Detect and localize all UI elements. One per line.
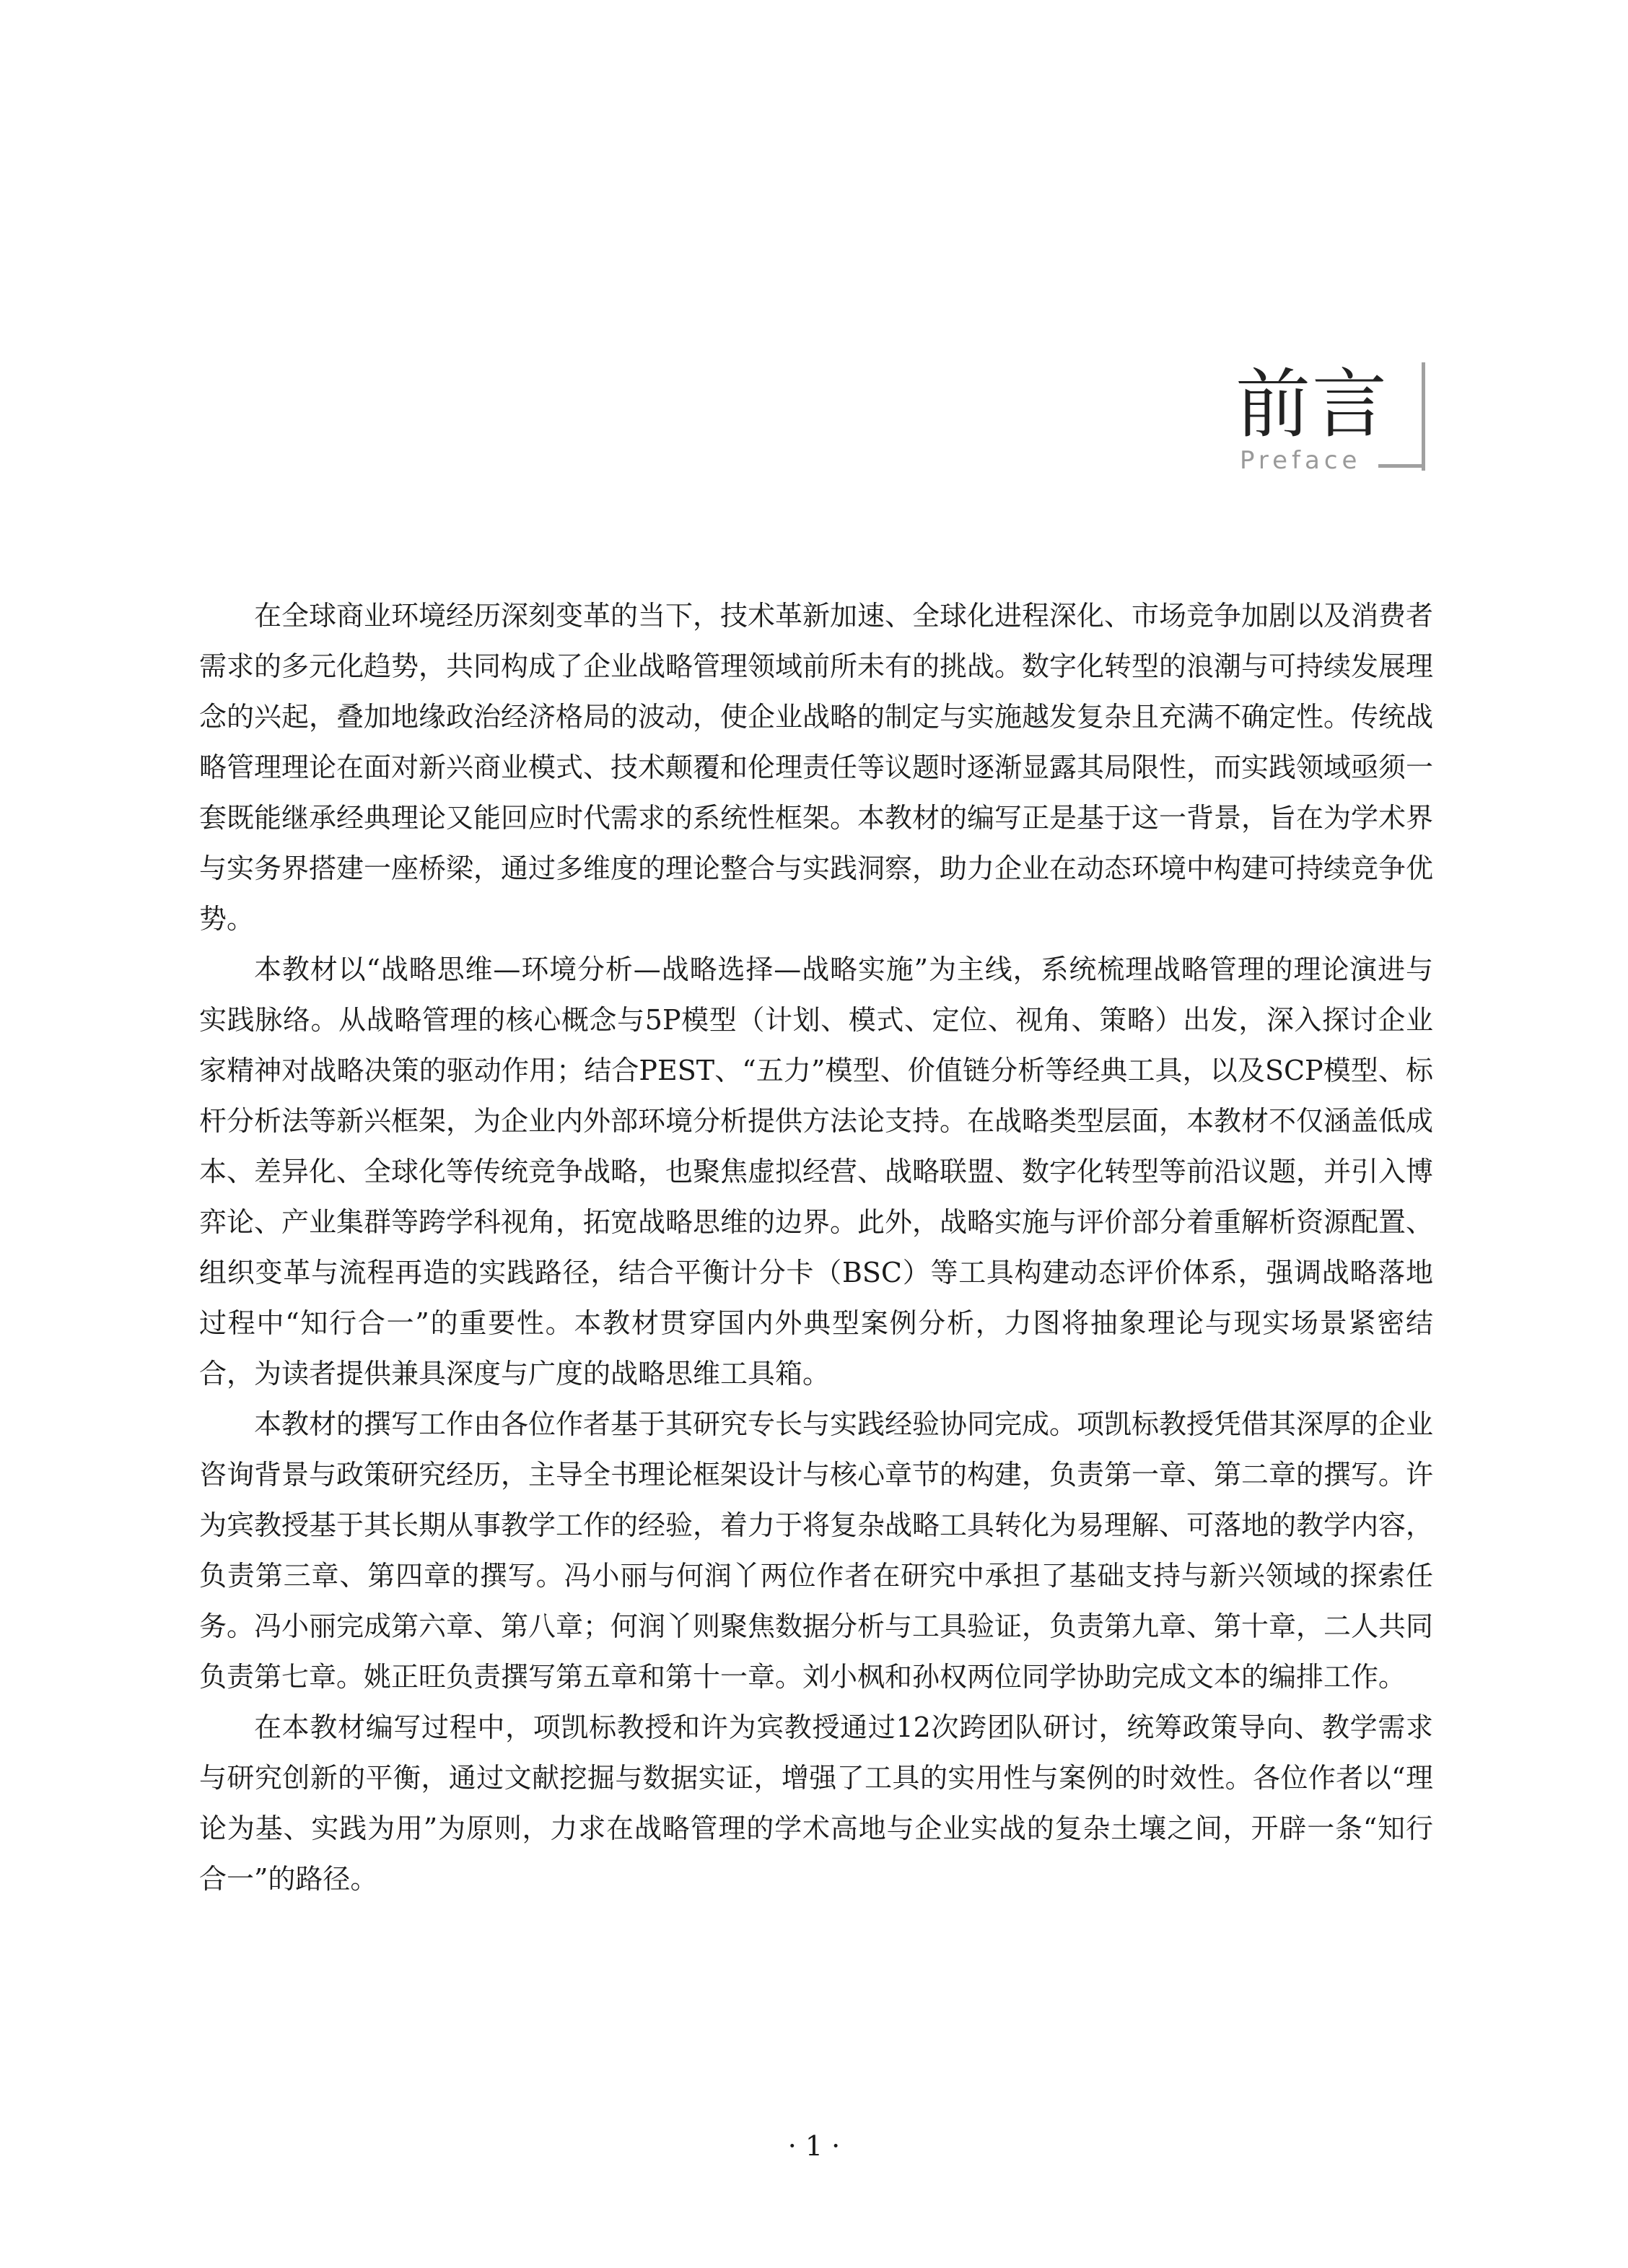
title-bracket-horizontal bbox=[1378, 464, 1425, 468]
preface-body bbox=[199, 590, 1433, 1904]
page-subtitle: Preface bbox=[1240, 446, 1362, 475]
paragraph-3: 本教材的撰写工作由各位作者基于其研究专长与实践经验协同完成。项凯标教授凭借其深厚的企业咨询背景与政策研究经历，主导全书理论框架设计与核心章节的构建，负责第一章、第二章的撰写。许为宾教授基于其长期从事教学工作的经验，着力于将复杂战略工具转化为易理解、可落地的教学内容，负责第三章、第四章的撰写。冯小丽与何润丫两位作者在研究中承担了基础支持与新兴领域的探索任务。冯小丽完成第六章、第八章；何润丫则聚焦数据分析与工具验证，负责第九章、第十章，二人共同负责第七章。姚正旺负责撰写第五章和第十一章。刘小枫和孙权两位同学协助完成文本的编排工作。 bbox=[199, 1408, 1434, 1693]
paragraph-1: 在全球商业环境经历深刻变革的当下，技术革新加速、全球化进程深化、市场竞争加剧以及消费者需求的多元化趋势，共同构成了企业战略管理领域前所未有的挑战。数字化转型的浪潮与可持续发展理念的兴起，叠加地缘政治经济格局的波动，使企业战略的制定与实施越发复杂且充满不确定性。传统战略管理理论在面对新兴商业模式、技术颠覆和伦理责任等议题时逐渐显露其局限性，而实践领域亟须一套既能继承经典理论又能回应时代需求的系统性框架。本教材的编写正是基于这一背景，旨在为学术界与实务界搭建一座桥梁，通过多维度的理论整合与实践洞察，助力企业在动态环境中构建可持续竞争优势。 bbox=[199, 600, 1434, 935]
paragraph-4: 在本教材编写过程中，项凯标教授和许为宾教授通过12次跨团队研讨，统筹政策导向、教学需求与研究创新的平衡，通过文献挖掘与数据实证，增强了工具的实用性与案例的时效性。各位作者以“理论为基、实践为用”为原则，力求在战略管理的学术高地与企业实战的复杂土壤之间，开辟一条“知行合一”的路径。 bbox=[199, 1711, 1433, 1895]
paragraph-2: 本教材以“战略思维—环境分析—战略选择—战略实施”为主线，系统梳理战略管理的理论演进与实践脉络。从战略管理的核心概念与5P模型（计划、模式、定位、视角、策略）出发，深入探讨企业家精神对战略决策的驱动作用；结合PEST、“五力”模型、价值链分析等经典工具，以及SCP模型、标杆分析法等新兴框架，为企业内外部环境分析提供方法论支持。在战略类型层面，本教材不仅涵盖低成本、差异化、全球化等传统竞争战略，也聚焦虚拟经营、战略联盟、数字化转型等前沿议题，并引入博弈论、产业集群等跨学科视角，拓宽战略思维的边界。此外，战略实施与评价部分着重解析资源配置、组织变革与流程再造的实践路径，结合平衡计分卡（BSC）等工具构建动态评价体系，强调战略落地过程中“知行合一”的重要性。本教材贯穿国内外典型案例分析，力图将抽象理论与现实场景紧密结合，为读者提供兼具深度与广度的战略思维工具箱。 bbox=[199, 954, 1434, 1390]
page-title: 前言 bbox=[1235, 360, 1389, 448]
page-number: · 1 · bbox=[787, 2130, 841, 2162]
title-bracket-vertical bbox=[1422, 362, 1425, 471]
page-header bbox=[1227, 361, 1436, 476]
